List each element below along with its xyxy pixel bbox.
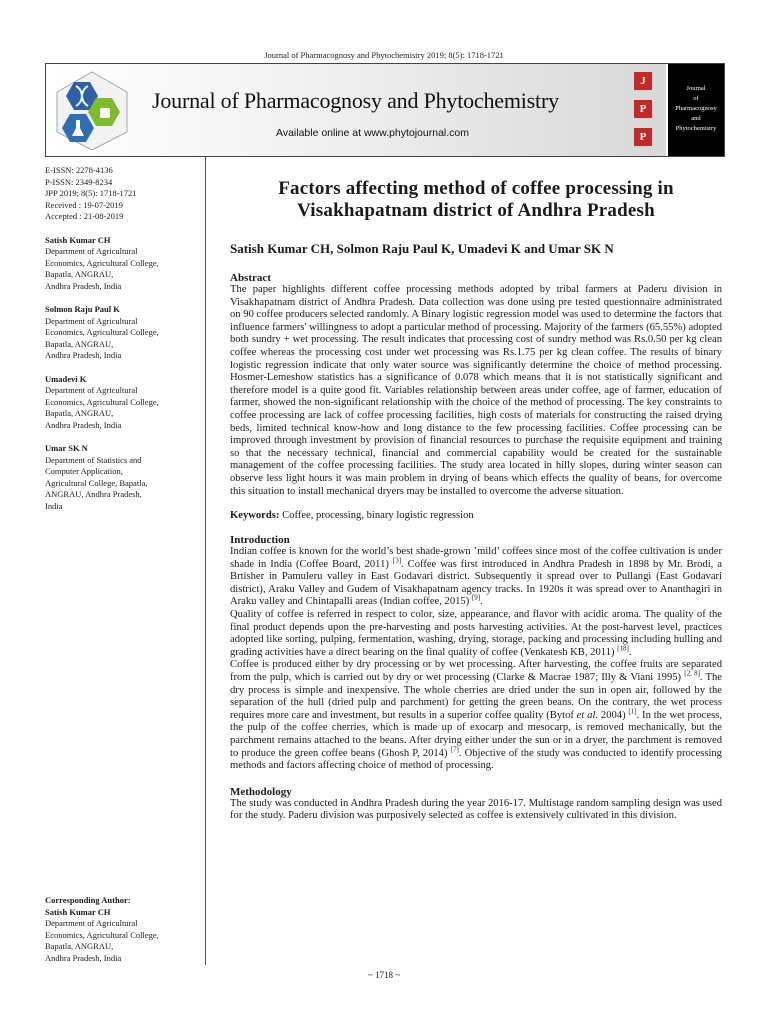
intro-text: 2004) — [598, 709, 626, 721]
citation-ref: [7] — [450, 745, 459, 754]
affiliation-line: Andhra Pradesh, India — [45, 280, 122, 291]
affiliation-line: Department of Agricultural — [45, 315, 138, 326]
jpp-letter-p2: P — [634, 128, 652, 146]
affiliation-line: Department of Agricultural — [45, 385, 138, 395]
affiliation-block — [45, 443, 205, 512]
meta-line: E-ISSN: 2278-4136 — [45, 165, 113, 175]
article-title: Factors affecting method of coffee processing in Visakhapatnam district of Andhra Pradesh — [278, 178, 674, 221]
article-body — [230, 178, 722, 823]
affiliation-line: Andhra Pradesh, India — [45, 350, 122, 360]
jpp-badge — [634, 72, 660, 156]
affiliation-line: Department of Agricultural — [45, 246, 138, 256]
side-text-line: Phytochemistry — [675, 125, 717, 132]
affiliation-line: Bapatla, ANGRAU, — [45, 338, 114, 349]
intro-paragraph — [230, 546, 722, 609]
citation-ref: [18] — [617, 644, 629, 653]
intro-text: . — [628, 646, 632, 658]
affiliation-name: Umar SK N — [45, 443, 88, 453]
intro-paragraph — [230, 609, 722, 659]
keywords-line — [230, 510, 722, 521]
affiliation-block — [45, 374, 205, 432]
citation-ref: [3] — [392, 556, 402, 565]
affiliation-line: Bapatla, ANGRAU, — [45, 408, 114, 418]
abstract-text: The paper highlights different coffee processing methods adopted by tribal farmers at Paderu division in Visakhapatnam district of Andhra Pradesh. Data collection was done using pre tested questionnaire administrated on 90 coffee producers selected randomly. A Binary logistic regression model was used to determine the factors that influence farmers' willingness to adopt a particular method of processing. Majority of the farmers (65.55%) adopted both sundry + wet processing. The result indicates that processing cost of sundry method was Rs.0.50 per kg clean coffee whereas the processing cost under wet processing was Rs.1.75 per kg clean coffee. The results of binary logistic regression indicate that only water source was significantly determine the choice of method processing. Hosmer-Lemeshow statistics has a significance of 0.078 which means that it is not statistically significant and therefore model is a quite good fit. Variables relationship between areas under coffee, age of farmer, education of farmer, showed the non-significant relationship with the choice of the method of processing. The key constraints to coffee processing are lack of coffee processing facilities, high costs of materials for constructing the raised drying beds, limited technical know-how and long distance to the few processing facilities. Coffee processing can be improved through investment by provision of financial resources to purchase the requisite equipment and training so that the necessary technical, financial and commercial capability would be created for the sustainable management of the coffee processing facilities. The study area located in hilly slopes, during winter season can observe less light hours it was main problem in drying of beans which effects the quality of beans, for overcome this situation to install mechanical dryers may be installed to overcome the adverse situation. — [230, 284, 722, 497]
journal-citation: Journal of Pharmacognosy and Phytochemistry 2019; 8(5): 1718-1721 — [264, 50, 504, 60]
journal-masthead — [45, 63, 725, 157]
methodology-paragraph: The study was conducted in Andhra Pradesh during the year 2016-17. Multistage random sampling design was used for the study. Paderu division was purposively selected as coffee is extensively cultivated in this division. — [230, 797, 722, 822]
citation-ref: [9] — [471, 593, 481, 602]
issn-meta — [45, 165, 205, 223]
side-text-line: and — [691, 115, 701, 122]
article-authors: Satish Kumar CH, Solmon Raju Paul K, Umadevi K and Umar SK N — [230, 241, 614, 256]
affiliation-line: Economics, Agricultural College, — [45, 257, 159, 268]
intro-text: . Coffee was first introduced in Andhra Pradesh in 1898 by Mr. Brodi, a Brtisher in Pamuleru valley in East Godavari district. Subsequently it spread over to Pullangi (East Godavari district), Araku Valley and Gudem of Visakhapatnam agency tracks. In 1920s it was spread over to Ananthagiri in Araku valley and Chintapalli areas (Indian coffee, 2015) — [230, 558, 722, 608]
intro-text: . — [480, 596, 483, 608]
corresponding-line: Department of Agricultural — [45, 918, 138, 928]
affiliation-line: Andhra Pradesh, India — [45, 419, 122, 430]
abstract-heading: Abstract — [230, 272, 271, 284]
corresponding-author — [45, 895, 205, 964]
intro-text: Quality of coffee is referred in respect to color, size, appearance, and flavor with acidic aroma. The quality of the final product depends upon the pre-harvesting and posts harvesting activities. At the post-harvest level, practices adopted like sorting, pulping, fermentation, washing, drying, storage, packing and processing including hulling and grading activities have a direct bearing on the final quality of coffee (Venkatesh KB, 2011) — [230, 609, 722, 658]
keywords-label: Keywords: — [230, 510, 280, 522]
affiliation-line: India — [45, 500, 63, 511]
corresponding-name: Satish Kumar CH — [45, 906, 111, 917]
column-divider — [205, 157, 206, 965]
corresponding-line: Bapatla, ANGRAU, — [45, 941, 114, 951]
meta-line: P-ISSN: 2349-8234 — [45, 176, 113, 187]
meta-line: Accepted : 21-08-2019 — [45, 211, 124, 221]
masthead-banner — [46, 64, 666, 156]
citation-ref: [1] — [628, 707, 637, 716]
affiliation-line: Bapatla, ANGRAU, — [45, 269, 114, 279]
affiliation-line: Agricultural College, Bapatla, — [45, 477, 148, 488]
intro-text: Coffee is produced either by dry processing or by wet processing. After harvesting, the coffee fruits are separated from the pulp, which is carried out by dry or wet processing (Clarke & Macrae 1987; Illy & Viani 1995) — [230, 659, 722, 684]
meta-line: JPP 2019; 8(5): 1718-1721 — [45, 188, 137, 198]
corresponding-line: Economics, Agricultural College, — [45, 929, 159, 940]
corresponding-line: Andhra Pradesh, India — [45, 952, 122, 963]
intro-text: Indian coffee is known for the world’s best shade-grown ’mild’ coffees since most of the coffee cultivation is under shade in India (Coffee Board, 2011) — [230, 546, 722, 570]
intro-text: . In the wet process, the pulp of the coffee cherries, which is made up of exocarp and mesocarp, is removed mechanically, but the parchment remains attached to the beans. After drying either under the sun or in a dryer, the parchment is removed to produce the green coffee beans (Ghosh P, 2014) — [230, 709, 722, 759]
intro-text: . Objective of the study was conducted to identify processing methods and factors affecting choice of method of processing. — [230, 747, 722, 772]
affiliation-name: Satish Kumar CH — [45, 234, 111, 245]
page-number: ~ 1718 ~ — [367, 970, 401, 980]
journal-url-line: Available online at www.phytojournal.com — [276, 127, 469, 139]
affiliation-block — [45, 235, 205, 293]
journal-title: Journal of Pharmacognosy and Phytochemistry — [152, 88, 559, 113]
keywords-text: Coffee, processing, binary logistic regression — [282, 510, 474, 522]
sidebar — [45, 165, 205, 512]
affiliation-line: Computer Application, — [45, 466, 123, 476]
methodology-heading: Methodology — [230, 785, 292, 798]
side-text-line: Pharmacognosy — [675, 105, 717, 112]
meta-line: Received : 19-07-2019 — [45, 199, 123, 210]
affiliation-line: Economics, Agricultural College, — [45, 396, 159, 407]
intro-paragraph — [230, 659, 722, 772]
intro-text: et al. — [576, 709, 599, 721]
affiliation-line: Economics, Agricultural College, — [45, 327, 159, 337]
affiliation-line: ANGRAU, Andhra Pradesh, — [45, 489, 142, 499]
masthead-side-panel — [668, 64, 724, 156]
jpp-letter-j: J — [634, 72, 652, 90]
side-text-line: Journal — [686, 85, 706, 92]
affiliation-name: Umadevi K — [45, 373, 87, 384]
intro-text: . The dry process is simple and inexpensive. The whole cherries are dried under the sun in open air, followed by the separation of the hull (dried pulp and parchment) for getting the green beans. On the contrary, the wet process requires more care and investment, but results in a superior coffee quality (Bytof — [230, 672, 722, 721]
side-text-line: of — [693, 95, 699, 102]
journal-logo-icon — [52, 70, 132, 150]
citation-ref: [2, 8] — [684, 669, 700, 678]
affiliation-block — [45, 304, 205, 362]
affiliation-name: Solmon Raju Paul K — [45, 304, 120, 314]
introduction-heading: Introduction — [230, 534, 290, 547]
affiliation-line: Department of Statistics and — [45, 454, 142, 465]
corresponding-label: Corresponding Author: — [45, 895, 131, 905]
jpp-letter-p1: P — [634, 100, 652, 118]
